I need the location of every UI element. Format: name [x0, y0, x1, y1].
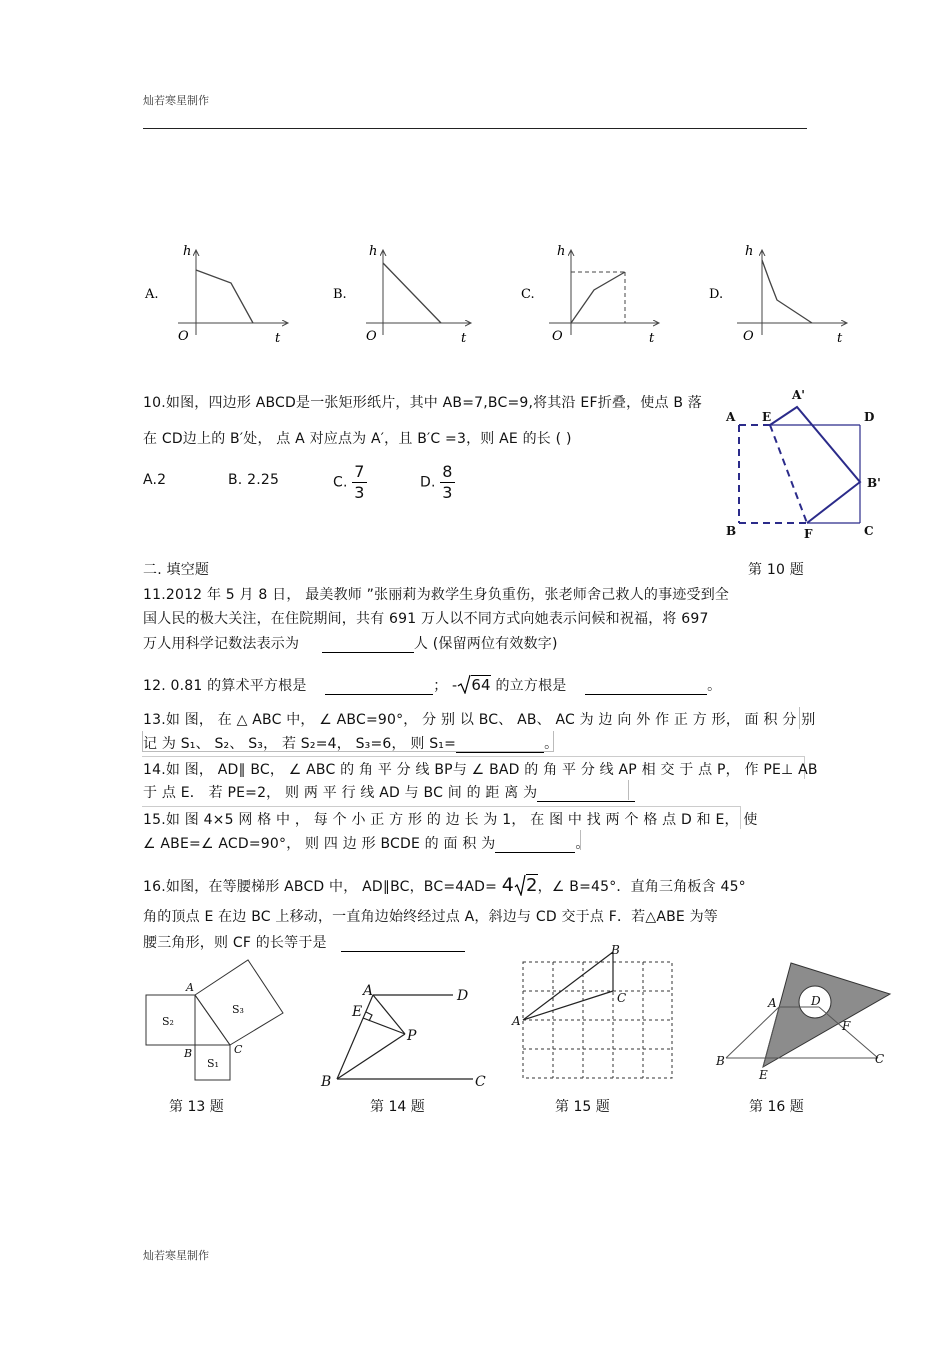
- sqrt-symbol-icon: [514, 874, 526, 896]
- q16-line3: 腰三角形，则 CF 的长等于是: [143, 932, 465, 952]
- svg-text:O: O: [552, 329, 563, 344]
- figure-13: [140, 955, 300, 1085]
- svg-text:h: h: [369, 244, 378, 259]
- svg-text:D.: D.: [709, 287, 724, 302]
- figure-14: [315, 978, 495, 1093]
- svg-text:C: C: [475, 1074, 486, 1090]
- svg-text:C: C: [234, 1043, 243, 1056]
- q11-line3: 万人用科学记数法表示为 人 (保留两位有效数字): [143, 636, 558, 652]
- svg-text:h: h: [745, 244, 754, 259]
- header-rule: [143, 128, 807, 129]
- svg-text:B.: B.: [333, 287, 347, 302]
- svg-text:B: B: [184, 1047, 193, 1060]
- svg-text:t: t: [275, 331, 281, 346]
- svg-text:C: C: [875, 1052, 885, 1066]
- svg-text:P: P: [407, 1028, 417, 1044]
- svg-text:D: D: [457, 988, 469, 1004]
- section-2-title: 二. 填空题: [143, 562, 210, 578]
- svg-text:A: A: [726, 410, 736, 424]
- figure-13-caption: 第 13 题: [169, 1099, 224, 1115]
- q10-line1: 10.如图，四边形 ABCD是一张矩形纸片，其中 AB=7,BC=9,将其沿 EF折叠，使点 B 落: [143, 395, 702, 411]
- q12-blank-2[interactable]: [585, 694, 707, 695]
- q13-line1: 13.如 图， 在 △ ABC 中， ∠ ABC=90°， 分 别 以 BC、 AB、 AC 为 边 向 外 作 正 方 形， 面 积 分 别: [143, 712, 816, 728]
- q10-option-d: D. $\frac{8}{3}$: [420, 462, 453, 502]
- svg-text:S₁: S₁: [207, 1057, 219, 1070]
- svg-text:C: C: [617, 991, 627, 1005]
- svg-text:F: F: [804, 527, 813, 540]
- q15-line2: ∠ ABE=∠ ACD=90°， 则 四 边 形 BCDE 的 面 积 为 。: [143, 836, 590, 852]
- svg-text:h: h: [557, 244, 566, 259]
- q10-option-d-fraction: $\frac{8}{3}$: [442, 462, 453, 502]
- graph-a: [144, 244, 288, 346]
- figure-14-caption: 第 14 题: [370, 1099, 425, 1115]
- svg-text:B: B: [321, 1074, 332, 1090]
- svg-text:S₂: S₂: [162, 1015, 174, 1028]
- figure-16: [712, 957, 897, 1082]
- svg-text:E: E: [759, 1068, 768, 1082]
- figure-10-caption: 第 10 题: [748, 562, 804, 578]
- q11-line1: 11.2012 年 5 月 8 日， 最美教师 ”张丽莉为救学生身负重伤，张老师舍己救人的事迹受到全: [143, 587, 730, 603]
- svg-text:B: B: [611, 943, 620, 957]
- q13-answer-blank[interactable]: [456, 752, 544, 753]
- page-header: 灿若寒星制作: [143, 94, 209, 107]
- q14-line2: 于 点 E． 若 PE=2， 则 两 平 行 线 AD 与 BC 间 的 距 离 为: [143, 782, 635, 802]
- svg-text:O: O: [366, 329, 377, 344]
- figure-15-caption: 第 15 题: [555, 1099, 610, 1115]
- sqrt-symbol-icon: [457, 674, 471, 694]
- q16-answer-blank[interactable]: [341, 951, 465, 952]
- q10-option-a: A.2: [143, 472, 167, 488]
- q16-line2: 角的顶点 E 在边 BC 上移动，一直角边始终经过点 A，斜边与 CD 交于点 F．若△ABE 为等: [143, 909, 719, 925]
- q15-line1: 15.如 图 4×5 网 格 中 ， 每 个 小 正 方 形 的 边 长 为 1， 在 图 中 找 两 个 格 点 D 和 E， 使: [143, 812, 758, 828]
- graph-b: [333, 244, 471, 346]
- svg-text:t: t: [649, 331, 655, 346]
- figure-16-caption: 第 16 题: [749, 1099, 804, 1115]
- q16-line1: 16.如图，在等腰梯形 ABCD 中， AD∥BC，BC=4AD= 4 2，∠ B=45°．直角三角板含 45°: [143, 874, 746, 896]
- svg-text:S₃: S₃: [232, 1003, 244, 1016]
- page-footer: 灿若寒星制作: [143, 1249, 209, 1262]
- q14-answer-blank[interactable]: [537, 801, 635, 802]
- q12-line: 12. 0.81 的算术平方根是 ； - 64 的立方根是 。: [143, 676, 722, 694]
- svg-text:B': B': [867, 476, 881, 490]
- svg-text:A': A': [792, 388, 805, 402]
- svg-text:E: E: [762, 410, 772, 424]
- graph-c: [521, 244, 659, 346]
- q10-option-b: B. 2.25: [228, 472, 280, 488]
- q11-line2: 国人民的极大关注，在住院期间，共有 691 万人以不同方式向她表示问候和祝福，将 697: [143, 611, 709, 627]
- svg-text:D: D: [811, 994, 821, 1008]
- svg-text:F: F: [842, 1019, 851, 1033]
- q10-option-c-fraction: $\frac{7}{3}$: [354, 462, 365, 502]
- figure-10: [722, 385, 887, 540]
- svg-text:B: B: [716, 1054, 725, 1068]
- svg-text:C.: C.: [521, 287, 535, 302]
- svg-text:O: O: [743, 329, 754, 344]
- svg-text:B: B: [726, 524, 737, 538]
- svg-text:A: A: [186, 981, 194, 994]
- q12-blank-1[interactable]: [325, 694, 433, 695]
- q15-answer-blank[interactable]: [495, 852, 575, 853]
- q10-option-c: C. $\frac{7}{3}$: [333, 462, 365, 502]
- svg-text:O: O: [178, 329, 189, 344]
- svg-text:t: t: [837, 331, 843, 346]
- q11-answer-blank[interactable]: [322, 652, 414, 653]
- svg-text:D: D: [864, 410, 875, 424]
- q10-line2: 在 CD边上的 B′处， 点 A 对应点为 A′，且 B′C =3，则 AE 的长 ( ): [143, 431, 572, 447]
- graph-options-svg: [143, 240, 863, 350]
- q14-line1: 14.如 图， AD∥ BC， ∠ ABC 的 角 平 分 线 BP与 ∠ BAD 的 角 平 分 线 AP 相 交 于 点 P， 作 PE⊥ AB: [143, 762, 818, 778]
- graph-d: [709, 244, 847, 346]
- graph-a-label: A.: [145, 287, 159, 302]
- svg-text:t: t: [461, 331, 467, 346]
- svg-text:C: C: [864, 524, 874, 538]
- svg-text:A: A: [363, 983, 374, 999]
- graph-options-row: [143, 240, 863, 350]
- svg-text:h: h: [183, 244, 192, 259]
- svg-text:A: A: [512, 1014, 521, 1028]
- svg-text:A: A: [768, 996, 777, 1010]
- q13-line2: 记 为 S₁、 S₂、 S₃， 若 S₂=4， S₃=6， 则 S₁= 。: [143, 736, 559, 752]
- svg-text:E: E: [352, 1004, 363, 1020]
- figure-15: [510, 942, 680, 1082]
